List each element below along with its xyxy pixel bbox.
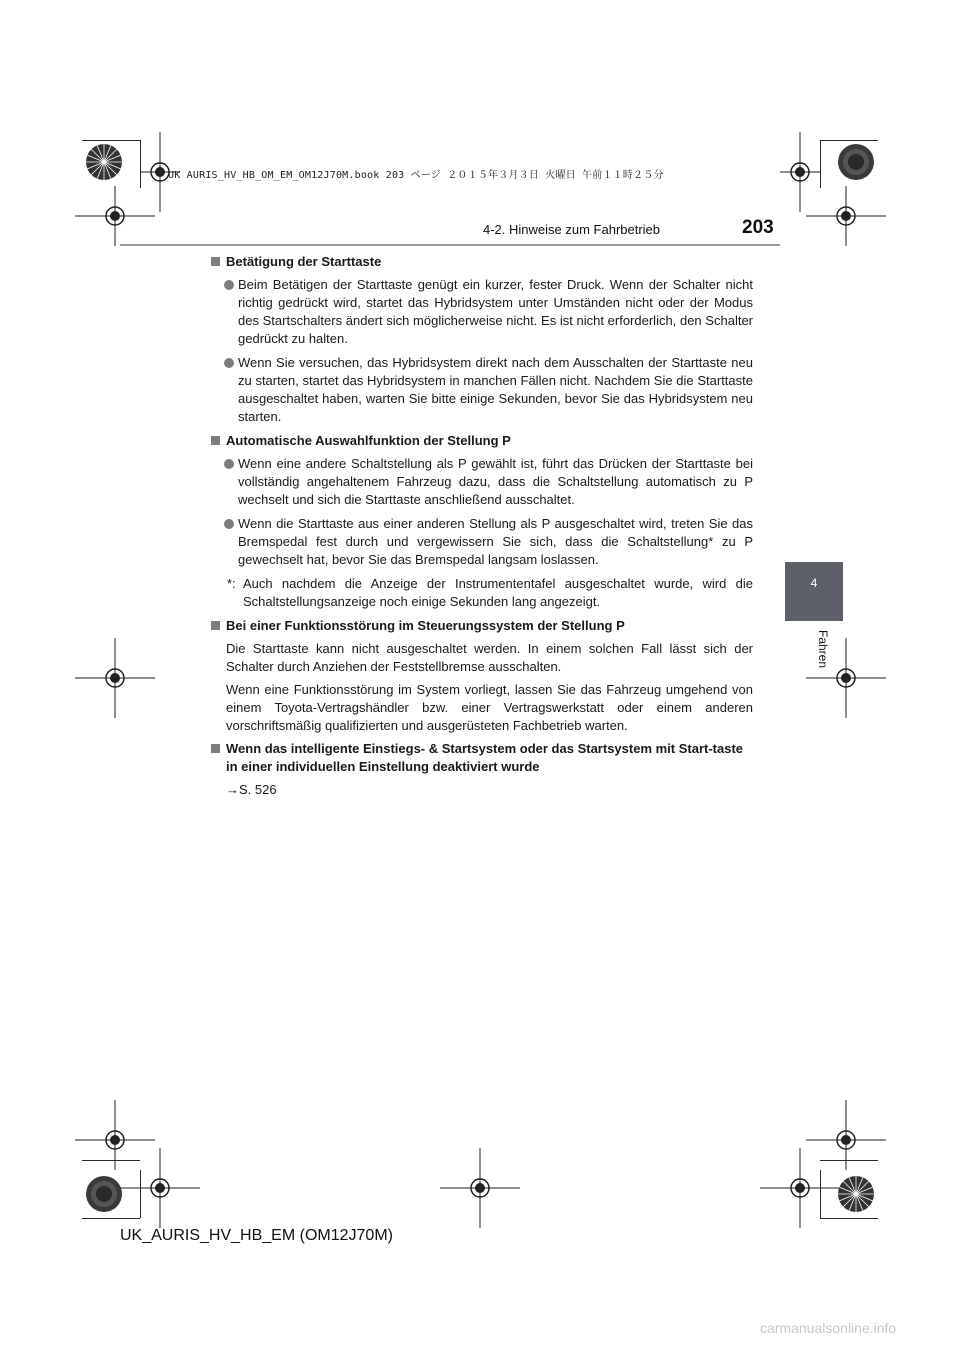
trim-line	[82, 140, 140, 141]
square-bullet-icon	[211, 621, 220, 630]
section-heading	[211, 617, 753, 635]
bullet-text: Wenn die Starttaste aus einer anderen Stellung als P ausgeschaltet wird, treten Sie das Bremspedal fest durch und vergewissern Sie sich, dass die Schaltstellung* zu P gewechselt hat, bevor Sie das Bremspedal langsam loslassen.	[238, 516, 753, 567]
paragraph: Wenn eine Funktionsstörung im System vorliegt, lassen Sie das Fahrzeug umgehend von einem Toyota-Vertragshändler bzw. einer Vertragswerkstatt oder einem anderen vorschriftsmäßig qualifizierten und ausgerüsteten Fachbetrieb warten.	[226, 682, 753, 733]
footnote-marker: *:	[227, 576, 236, 591]
bullet-item	[211, 276, 753, 348]
section-heading	[211, 432, 753, 450]
page-number: 203	[742, 217, 774, 238]
square-bullet-icon	[211, 436, 220, 445]
circle-bullet-icon	[224, 358, 234, 368]
chapter-label: Fahren	[816, 630, 830, 669]
page-content	[211, 253, 753, 799]
crosshair-icon	[120, 1148, 200, 1228]
chapter-number: 4	[810, 576, 818, 590]
bullet-text: Wenn Sie versuchen, das Hybridsystem direkt nach dem Ausschalten der Starttaste neu zu starten, startet das Hybridsystem in manchen Fällen nicht. Nachdem Sie die Starttaste ausgeschaltet haben, warten Sie bitte einige Sekunden, bevor Sie das Hybridsystem neu starten.	[238, 355, 753, 424]
heading-text: Wenn das intelligente Einstiegs- & Startsystem oder das Startsystem mit Start-taste in einer individuellen Einstellung deaktiviert wurde	[226, 741, 744, 774]
crosshair-icon	[440, 1148, 520, 1228]
circle-bullet-icon	[224, 280, 234, 290]
square-bullet-icon	[211, 257, 220, 266]
footnote-text: Auch nachdem die Anzeige der Instrumententafel ausgeschaltet wurde, wird die Schaltstellungsanzeige noch einige Sekunden lang angezeigt.	[243, 576, 753, 609]
heading-text: Automatische Auswahlfunktion der Stellung P	[226, 433, 511, 448]
watermark: carmanualsonline.info	[760, 1320, 897, 1336]
trim-line	[820, 140, 878, 141]
registration-sunburst-icon	[836, 1174, 876, 1214]
paragraph: Die Starttaste kann nicht ausgeschaltet werden. In einem solchen Fall lässt sich der Schalter durch Anziehen der Feststellbremse ausschalten.	[226, 641, 753, 674]
circle-bullet-icon	[224, 519, 234, 529]
chapter-tab	[785, 562, 843, 621]
bullet-item	[211, 515, 753, 569]
registration-dot-icon	[84, 1174, 124, 1214]
section-heading	[211, 253, 753, 271]
bullet-text: Wenn eine andere Schaltstellung als P gewählt ist, führt das Drücken der Starttaste bei vollständig angehaltenem Fahrzeug dazu, dass die Schaltstellung automatisch zu P wechselt und sich die Starttaste anschließend ausschaltet.	[238, 456, 753, 507]
square-bullet-icon	[211, 744, 220, 753]
crosshair-icon	[75, 638, 155, 718]
crosshair-icon	[806, 176, 886, 256]
document-code: UK_AURIS_HV_HB_EM (OM12J70M)	[120, 1227, 393, 1244]
bullet-item	[211, 354, 753, 426]
page-reference[interactable]: →S. 526	[226, 782, 277, 797]
bullet-item	[211, 455, 753, 509]
section-title: 4-2. Hinweise zum Fahrbetrieb	[483, 222, 661, 237]
heading-text: Betätigung der Starttaste	[226, 254, 382, 269]
section-heading	[211, 740, 753, 776]
heading-text: Bei einer Funktionsstörung im Steuerungssystem der Stellung P	[226, 618, 625, 633]
header-rule	[120, 244, 780, 246]
circle-bullet-icon	[224, 459, 234, 469]
book-info: UK AURIS_HV_HB_OM_EM_OM12J70M.book 203 ページ ２０１５年３月３日 火曜日 午前１１時２５分	[168, 170, 664, 181]
bullet-text: Beim Betätigen der Starttaste genügt ein kurzer, fester Druck. Wenn der Schalter nicht richtig gedrückt wird, startet das Hybridsystem unter Umständen nicht oder der Modus des Startschalters ändert sich möglicherweise nicht. Es ist nicht erforderlich, den Schalter gedrückt zu halten.	[238, 277, 753, 346]
footnote	[211, 575, 753, 611]
crosshair-icon	[760, 1148, 840, 1228]
